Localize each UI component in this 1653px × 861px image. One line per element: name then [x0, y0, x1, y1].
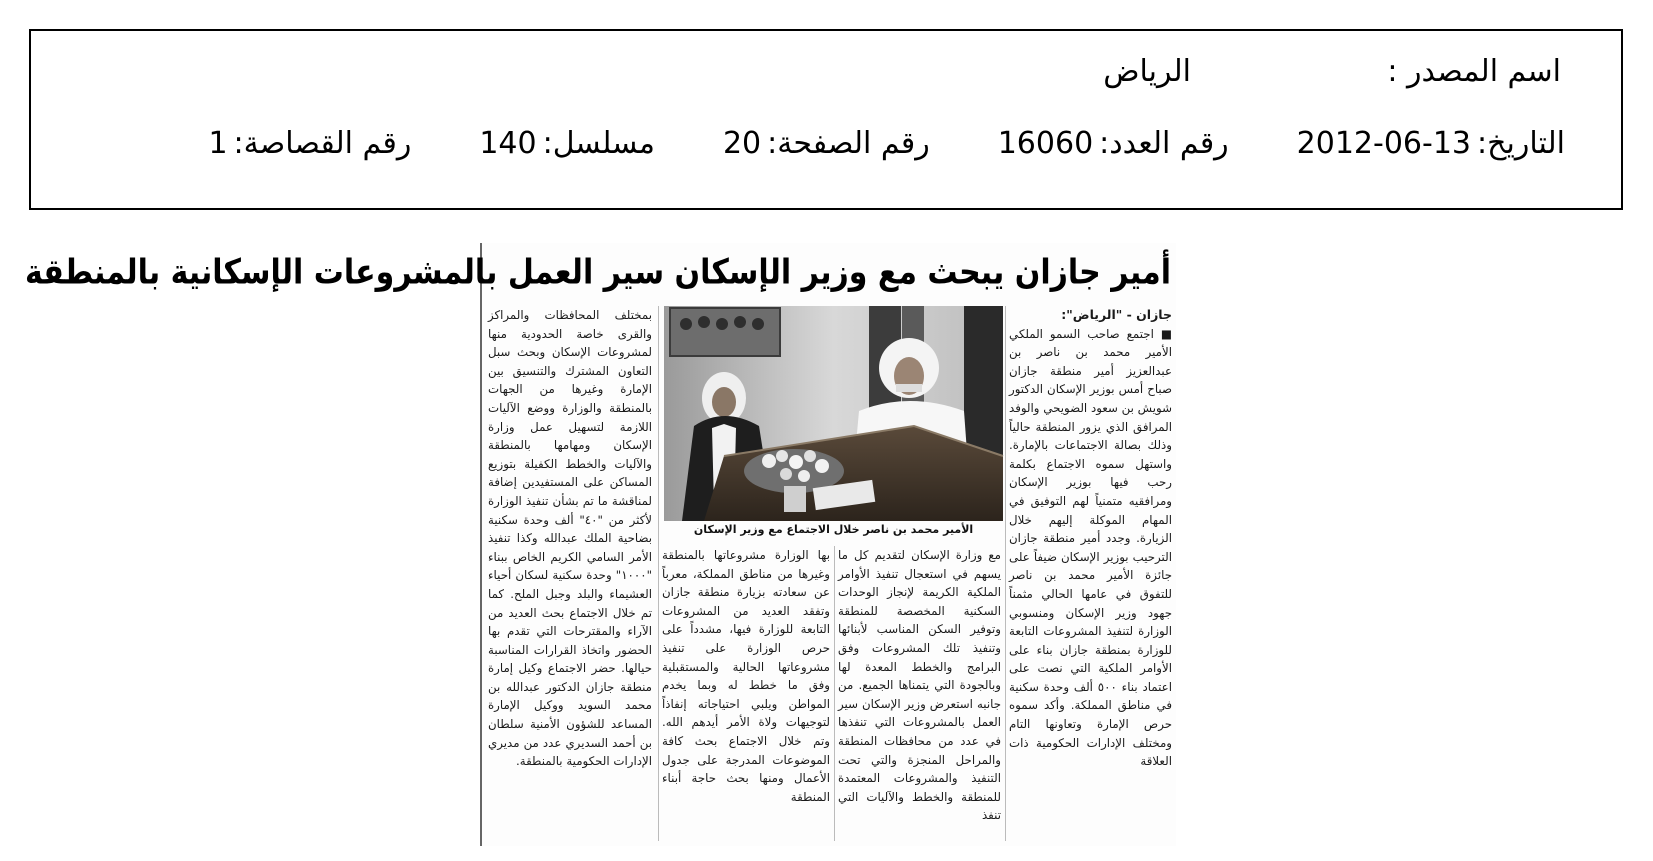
source-label: اسم المصدر :	[1387, 54, 1561, 89]
clip-number-field	[202, 126, 412, 161]
page-field	[717, 126, 930, 161]
serial-label: مسلسل:	[542, 126, 655, 161]
article-byline: جازان - "الرياض":	[1061, 307, 1172, 322]
page-value: 20	[722, 126, 762, 161]
issue-field	[992, 126, 1229, 161]
article-column-2: مع وزارة الإسكان لتقديم كل ما يسهم في استعجال تنفيذ الأوامر الملكية الكريمة لإنجاز الوحدات السكنية المخصصة للمنطقة وتوفير السكن المناسب لأبنائها وتنفيذ تلك المشروعات وفق البرامج والخطط المعدة لها وبالجودة التي يتمناها الجميع. من جانبه استعرض وزير الإسكان سير العمل بالمشروعات التي تنفذها في عدد من محافظات المنطقة والمراحل المنجزة والتي تحت التنفيذ والمشروعات المعتمدة للمنطقة والخطط والآليات التي تنفذ	[838, 548, 1001, 823]
clipping-edge-rule	[480, 243, 482, 846]
column-divider	[658, 306, 659, 841]
clip-number-label: رقم القصاصة:	[233, 126, 412, 161]
issue-label: رقم العدد:	[1099, 126, 1229, 161]
article-photo	[664, 306, 1003, 521]
serial-field	[473, 126, 655, 161]
article-column-1	[1009, 306, 1172, 841]
column-divider	[834, 546, 835, 841]
article-column-3: بها الوزارة مشروعاتها بالمنطقة وغيرها من مناطق المملكة، معرباً عن سعادته بزيارة منطقة جازان وتفقد العديد من المشروعات التابعة للوزارة فيها، مشدداً على حرص الوزارة على تنفيذ مشروعاتها الحالية والمستقبلية وفق ما خطط له وبما يخدم المواطن ويلبي احتياجاته إنفاذاً لتوجيهات ولاة الأمر أيدهم الله. وتم خلال الاجتماع بحث كافة الموضوعات المدرجة على جدول الأعمال ومنها بحث حاجة أبناء المنطقة	[662, 548, 830, 804]
issue-value: 16060	[997, 126, 1094, 161]
page-label: رقم الصفحة:	[767, 126, 930, 161]
article-column-1-text: ■ اجتمع صاحب السمو الملكي الأمير محمد بن ناصر بن عبدالعزيز أمير منطقة جازان صباح أمس بوزير الإسكان الدكتور شويش بن سعود الضويحي والوفد المرافق الذي يزور المنطقة حالياً وذلك بصالة الاجتماعات بالإمارة. واستهل سموه الاجتماع بكلمة رحب فيها بوزير الإسكان ومرافقيه متمنياً لهم التوفيق في المهام الموكلة إليهم خلال الزيارة. وجدد أمير منطقة جازان الترحيب بوزير الإسكان ضيفاً على جائزة الأمير محمد بن ناصر للتفوق في عامها الحالي مثمناً جهود وزير الإسكان ومنسوبي الوزارة لتنفيذ المشروعات التابعة للوزارة بمنطقة جازان بناء على الأوامر الملكية التي نصت على اعتماد بناء ٥٠٠ ألف وحدة سكنية في مناطق المملكة. وأكد سموه حرص الإمارة وتعاونها التام ومختلف الإدارات الحكومية ذات العلاقة	[1009, 326, 1173, 769]
photo-caption: الأمير محمد بن ناصر خلال الاجتماع مع وزير الإسكان	[693, 523, 974, 536]
article-headline: أمير جازان يبحث مع وزير الإسكان سير العمل بالمشروعات الإسكانية بالمنطقة	[24, 252, 1171, 293]
article-column-4: بمختلف المحافظات والمراكز والقرى خاصة الحدودية منها لمشروعات الإسكان وبحث سبل التعاون المشترك والتنسيق بين الإمارة وغيرها من الجهات بالمنطقة والوزارة ووضع الآليات اللازمة لتسهيل عمل وزارة الإسكان ومهامها بالمنطقة والآليات والخطط الكفيلة بتوزيع المساكن على المستفيدين إضافة لمناقشة ما تم بشأن تنفيذ الوزارة لأكثر من "٤٠" ألف وحدة سكنية بضاحية الملك عبدالله وكذا تنفيذ الأمر السامي الكريم الخاص ببناء "١٠٠٠" وحدة سكنية لسكان أحياء العشيماء والبلد وجبل الملح. كما تم خلال الاجتماع بحث العديد من الآراء والمقترحات التي تقدم بها الحضور واتخاذ القرارات المناسبة حيالها. حضر الاجتماع وكيل إمارة منطقة جازان الدكتور عبدالله بن محمد السويد ووكيل الإمارة المساعد للشؤون الأمنية سلطان بن أحمد السديري عدد من مديري الإدارات الحكومية بالمنطقة.	[488, 308, 653, 769]
metadata-row	[202, 126, 1565, 161]
date-value: 2012-06-13	[1296, 126, 1472, 161]
serial-value: 140	[479, 126, 537, 161]
date-field	[1291, 126, 1565, 161]
source-value: الرياض	[1103, 54, 1191, 89]
clipping-info-box	[29, 29, 1623, 210]
clip-number-value: 1	[208, 126, 228, 161]
date-label: التاريخ:	[1477, 126, 1565, 161]
column-divider	[1005, 306, 1006, 841]
meeting-photo-illustration	[664, 306, 1003, 521]
